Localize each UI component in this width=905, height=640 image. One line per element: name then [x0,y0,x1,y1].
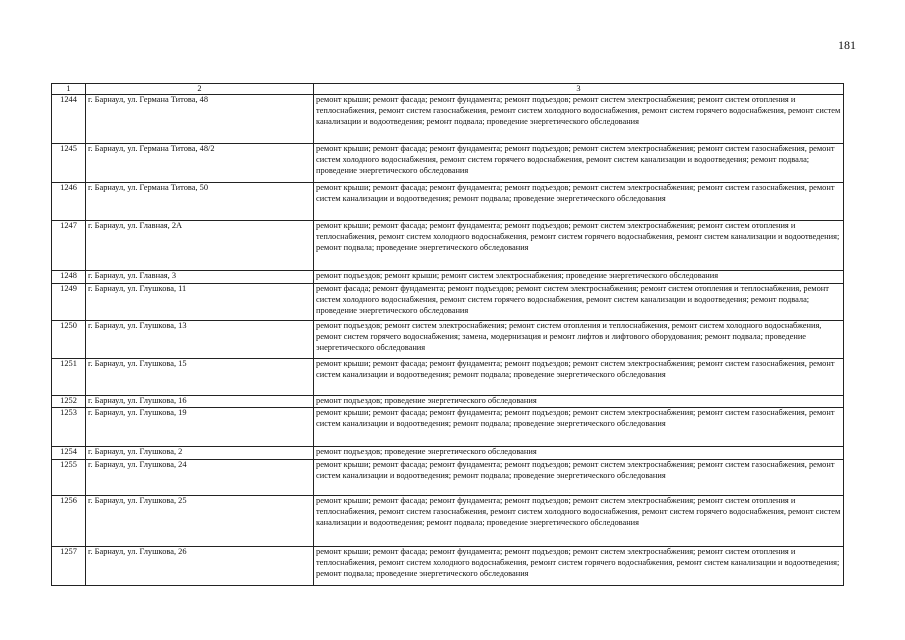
row-address: г. Барнаул, ул. Глушкова, 2 [86,446,314,459]
row-number: 1245 [52,144,86,183]
row-number: 1248 [52,271,86,284]
table-row [52,321,844,359]
column-header-address: 2 [86,84,314,95]
row-works: ремонт крыши; ремонт фасада; ремонт фундамента; ремонт подъездов; ремонт систем электроснабжения; ремонт систем отопления и теплоснабжения, ремонт систем газоснабжения, ремонт систем холодного водоснабжения, ремонт систем горячего водоснабжения, ремонт систем канализации и водоотведения; ремонт подвала; проведение энергетического обследования [314,95,844,144]
row-number: 1247 [52,221,86,271]
row-address: г. Барнаул, ул. Главная, 3 [86,271,314,284]
row-works: ремонт крыши; ремонт фасада; ремонт фундамента; ремонт подъездов; ремонт систем электроснабжения; ремонт систем газоснабжения, ремонт систем канализации и водоотведения; ремонт подвала; проведение энергетического обследования [314,407,844,446]
table-row [52,221,844,271]
row-number: 1249 [52,284,86,321]
column-header-works: 3 [314,84,844,95]
table-row [52,546,844,585]
row-address: г. Барнаул, ул. Глушкова, 11 [86,284,314,321]
row-works: ремонт фасада; ремонт фундамента; ремонт подъездов; ремонт систем электроснабжения; ремонт систем отопления и теплоснабжения, ремонт систем холодного водоснабжения, ремонт систем горячего водоснабжения, ремонт систем канализации и водоотведения; ремонт подвала; проведение энергетического обследования [314,284,844,321]
row-number: 1257 [52,546,86,585]
column-header-number: 1 [52,84,86,95]
table-row [52,459,844,495]
row-address: г. Барнаул, ул. Глушкова, 19 [86,407,314,446]
row-address: г. Барнаул, ул. Германа Титова, 48/2 [86,144,314,183]
table-row [52,407,844,446]
table-row [52,284,844,321]
row-works: ремонт крыши; ремонт фасада; ремонт фундамента; ремонт подъездов; ремонт систем электроснабжения; ремонт систем отопления и теплоснабжения, ремонт систем холодного водоснабжения, ремонт систем горячего водоснабжения, ремонт систем канализации и водоотведения; ремонт подвала; проведение энергетического обследования [314,546,844,585]
row-number: 1256 [52,495,86,546]
row-address: г. Барнаул, ул. Глушкова, 25 [86,495,314,546]
row-address: г. Барнаул, ул. Глушкова, 13 [86,321,314,359]
row-number: 1251 [52,359,86,396]
table-header-row [52,84,844,95]
row-address: г. Барнаул, ул. Глушкова, 16 [86,396,314,408]
row-address: г. Барнаул, ул. Глушкова, 15 [86,359,314,396]
row-address: г. Барнаул, ул. Глушкова, 26 [86,546,314,585]
row-address: г. Барнаул, ул. Германа Титова, 50 [86,183,314,221]
row-works: ремонт крыши; ремонт фасада; ремонт фундамента; ремонт подъездов; ремонт систем электроснабжения; ремонт систем отопления и теплоснабжения, ремонт систем газоснабжения, ремонт систем холодного водоснабжения, ремонт систем горячего водоснабжения, ремонт систем канализации и водоотведения; ремонт подвала; проведение энергетического обследования [314,495,844,546]
row-address: г. Барнаул, ул. Германа Титова, 48 [86,95,314,144]
row-works: ремонт крыши; ремонт фасада; ремонт фундамента; ремонт подъездов; ремонт систем электроснабжения; ремонт систем газоснабжения, ремонт систем канализации и водоотведения; ремонт подвала; проведение энергетического обследования [314,359,844,396]
table-row [52,95,844,144]
page-number: 181 [838,38,856,52]
table-row [52,359,844,396]
housing-repair-table [51,83,844,586]
row-number: 1244 [52,95,86,144]
row-works: ремонт подъездов; проведение энергетического обследования [314,396,844,408]
row-number: 1250 [52,321,86,359]
table-row [52,495,844,546]
table-row [52,144,844,183]
row-works: ремонт подъездов; ремонт систем электроснабжения; ремонт систем отопления и теплоснабжения, ремонт систем холодного водоснабжения, ремонт систем горячего водоснабжения; замена, модернизация и ремонт лифтов и лифтового оборудования; ремонт подвала; проведение энергетического обследования [314,321,844,359]
table-row [52,396,844,408]
table-row [52,271,844,284]
row-works: ремонт подъездов; ремонт крыши; ремонт систем электроснабжения; проведение энергетического обследования [314,271,844,284]
row-number: 1255 [52,459,86,495]
row-number: 1254 [52,446,86,459]
row-number: 1252 [52,396,86,408]
row-works: ремонт крыши; ремонт фасада; ремонт фундамента; ремонт подъездов; ремонт систем электроснабжения; ремонт систем отопления и теплоснабжения, ремонт систем холодного водоснабжения, ремонт систем горячего водоснабжения, ремонт систем канализации и водоотведения; ремонт подвала; проведение энергетического обследования [314,221,844,271]
table-row [52,183,844,221]
row-number: 1246 [52,183,86,221]
row-works: ремонт подъездов; проведение энергетического обследования [314,446,844,459]
row-number: 1253 [52,407,86,446]
row-works: ремонт крыши; ремонт фасада; ремонт фундамента; ремонт подъездов; ремонт систем электроснабжения; ремонт систем газоснабжения, ремонт систем канализации и водоотведения; ремонт подвала; проведение энергетического обследования [314,183,844,221]
row-works: ремонт крыши; ремонт фасада; ремонт фундамента; ремонт подъездов; ремонт систем электроснабжения; ремонт систем газоснабжения, ремонт систем канализации и водоотведения; ремонт подвала; проведение энергетического обследования [314,459,844,495]
row-address: г. Барнаул, ул. Глушкова, 24 [86,459,314,495]
table-row [52,446,844,459]
row-address: г. Барнаул, ул. Главная, 2А [86,221,314,271]
row-works: ремонт крыши; ремонт фасада; ремонт фундамента; ремонт подъездов; ремонт систем электроснабжения; ремонт систем газоснабжения, ремонт систем холодного водоснабжения, ремонт систем горячего водоснабжения, ремонт систем канализации и водоотведения; ремонт подвала; проведение энергетического обследования [314,144,844,183]
